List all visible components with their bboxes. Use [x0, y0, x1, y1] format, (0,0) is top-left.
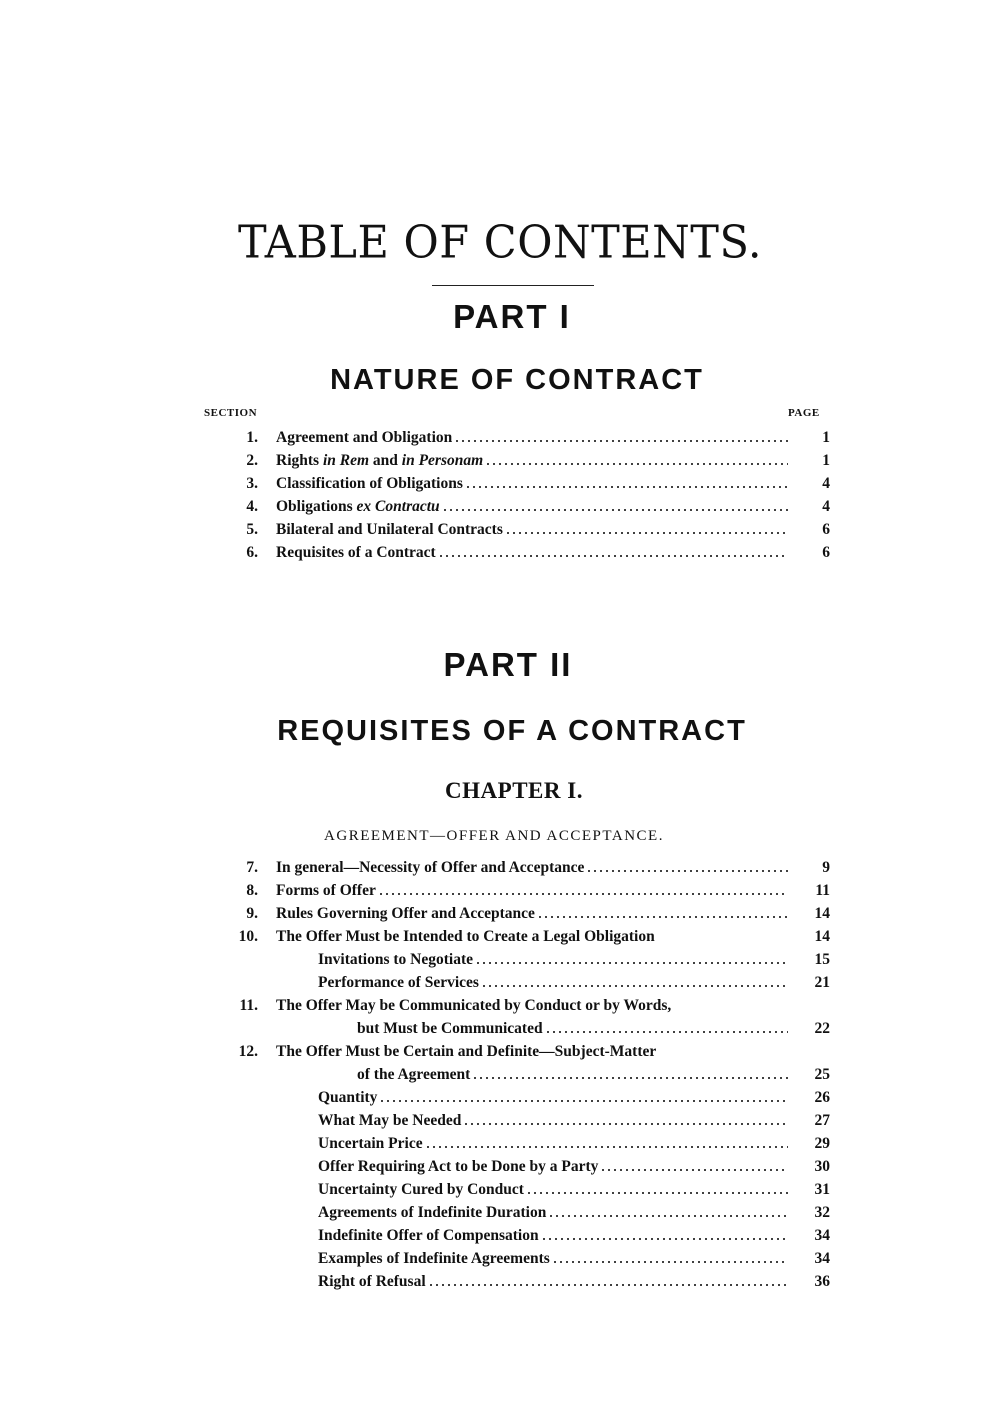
entry-title-text: Agreement and Obligation: [276, 428, 453, 446]
entry-title-text: but Must be Communicated: [357, 1019, 543, 1037]
page-title: TABLE OF CONTENTS.: [237, 216, 763, 270]
entry-title: [258, 1273, 794, 1291]
entry-title-text: Offer Requiring Act to be Done by a Party: [318, 1157, 599, 1175]
dot-leader: [526, 1191, 788, 1195]
dot-leader: [537, 915, 788, 919]
entry-title: [258, 1043, 794, 1061]
entry-title-text: Examples of Indefinite Agreements: [318, 1249, 550, 1267]
toc-entry: [200, 1040, 830, 1063]
dot-leader: [475, 961, 788, 965]
toc-entry: [200, 495, 830, 518]
entry-title-text: in Rem: [322, 451, 370, 469]
toc-entry: [200, 426, 830, 449]
entry-title-text: Invitations to Negotiate: [318, 950, 473, 968]
entry-title: [258, 1135, 794, 1153]
toc-entry: [200, 948, 830, 971]
part-2-label: PART II: [443, 646, 573, 683]
entry-title-text: Rights: [276, 451, 323, 469]
entry-title-text: Requisites of a Contract: [276, 543, 436, 561]
dot-leader: [485, 462, 788, 466]
page-number: 22: [814, 1019, 830, 1037]
entry-title: [258, 1112, 794, 1130]
page-number: 21: [814, 973, 830, 991]
section-number: 7.: [246, 858, 258, 876]
page-number: 32: [814, 1203, 830, 1221]
page-number: 1: [822, 451, 830, 469]
page-number: 14: [814, 904, 830, 922]
entry-title-text: In general—Necessity of Offer and Acceptance: [276, 858, 585, 876]
section-number: 6.: [246, 543, 258, 561]
entry-title: [258, 1020, 794, 1038]
dot-leader: [505, 531, 788, 535]
toc-entry: [200, 1178, 830, 1201]
entry-title-text: Rules Governing Offer and Acceptance: [276, 904, 535, 922]
dot-leader: [378, 892, 788, 896]
dot-leader: [454, 439, 788, 443]
toc-entry: [200, 856, 830, 879]
toc-entry: [200, 1086, 830, 1109]
page-number: 27: [814, 1111, 830, 1129]
part-1-heading: NATURE OF CONTRACT: [330, 364, 704, 396]
entry-title-text: Bilateral and Unilateral Contracts: [276, 520, 503, 538]
dot-leader: [463, 1122, 788, 1126]
entry-title-text: and: [369, 451, 402, 469]
page-number: 9: [822, 858, 830, 876]
toc-entry: [200, 449, 830, 472]
entry-title: [258, 1158, 794, 1176]
dot-leader: [541, 1237, 788, 1241]
entry-title-text: Indefinite Offer of Compensation: [318, 1226, 539, 1244]
entry-title-text: What May be Needed: [318, 1111, 462, 1129]
entry-title-text: Obligations: [276, 497, 357, 515]
toc-entry: [200, 1132, 830, 1155]
entry-title: [258, 1066, 794, 1084]
entry-title: [258, 475, 794, 493]
entry-title: [258, 951, 794, 969]
toc-entry: [200, 994, 830, 1017]
entry-title-text: Performance of Services: [318, 973, 479, 991]
page-number: 30: [814, 1157, 830, 1175]
dot-leader: [600, 1168, 788, 1172]
entry-title-text: of the Agreement: [357, 1065, 471, 1083]
page-number: 15: [814, 950, 830, 968]
toc-entry: [200, 1155, 830, 1178]
section-number: 2.: [246, 451, 258, 469]
page-number: 4: [822, 474, 830, 492]
entry-title-text: in Personam: [401, 451, 484, 469]
page-number: 25: [814, 1065, 830, 1083]
entry-title-text: Uncertainty Cured by Conduct: [318, 1180, 524, 1198]
entry-title: [258, 974, 794, 992]
toc-entry: [200, 971, 830, 994]
entry-title-text: Agreements of Indefinite Duration: [318, 1203, 547, 1221]
dot-leader: [438, 554, 788, 558]
part-1-label: PART I: [453, 298, 571, 335]
dot-leader: [472, 1076, 788, 1080]
entry-title-text: Quantity: [318, 1088, 378, 1106]
dot-leader: [552, 1260, 788, 1264]
part-2-contents-list: [200, 856, 830, 1293]
section-number: 1.: [246, 428, 258, 446]
section-number: 11.: [239, 996, 258, 1014]
toc-entry: [200, 925, 830, 948]
title-divider: [432, 285, 594, 286]
toc-entry: [200, 1270, 830, 1293]
toc-entry: [200, 879, 830, 902]
entry-title-text: Uncertain Price: [318, 1134, 423, 1152]
toc-entry: [200, 902, 830, 925]
entry-title: [258, 521, 794, 539]
entry-title: [258, 882, 794, 900]
entry-title-text: Right of Refusal: [318, 1272, 426, 1290]
toc-entry: [200, 1201, 830, 1224]
section-number: 9.: [246, 904, 258, 922]
dot-leader: [545, 1030, 788, 1034]
entry-title: [258, 452, 794, 470]
page-number: 1: [822, 428, 830, 446]
page-number: 29: [814, 1134, 830, 1152]
dot-leader: [586, 869, 788, 873]
toc-entry: [200, 1247, 830, 1270]
page-number: 34: [814, 1249, 830, 1267]
dot-leader: [481, 984, 788, 988]
page-number: 6: [822, 520, 830, 538]
section-number: 12.: [238, 1042, 258, 1060]
chapter-title: AGREEMENT—OFFER AND ACCEPTANCE.: [324, 828, 664, 844]
entry-title-text: ex Contractu: [356, 497, 440, 515]
page-number: 4: [822, 497, 830, 515]
entry-title-text: The Offer Must be Certain and Definite—Subject-Matter: [276, 1042, 657, 1060]
entry-title: [258, 928, 794, 946]
page-number: 26: [814, 1088, 830, 1106]
section-number: 5.: [246, 520, 258, 538]
section-number: 8.: [246, 881, 258, 899]
part-1-contents-list: [200, 426, 830, 564]
page-number: 34: [814, 1226, 830, 1244]
entry-title: [258, 1089, 794, 1107]
dot-leader: [425, 1145, 788, 1149]
chapter-label: CHAPTER I.: [445, 778, 583, 803]
page-number: 6: [822, 543, 830, 561]
entry-title: [258, 905, 794, 923]
entry-title: [258, 1227, 794, 1245]
page-number: 36: [814, 1272, 830, 1290]
entry-title: [258, 997, 794, 1015]
page-column-header: PAGE: [788, 407, 820, 419]
part-2-heading: REQUISITES OF A CONTRACT: [277, 715, 747, 747]
entry-title: [258, 859, 794, 877]
entry-title-text: The Offer May be Communicated by Conduct or by Words,: [276, 996, 672, 1014]
toc-entry: [200, 1017, 830, 1040]
entry-title: [258, 1250, 794, 1268]
dot-leader: [442, 508, 788, 512]
entry-title: [258, 1181, 794, 1199]
page-number: 31: [814, 1180, 830, 1198]
section-number: 10.: [238, 927, 258, 945]
entry-title: [258, 429, 794, 447]
dot-leader: [548, 1214, 788, 1218]
entry-title: [258, 498, 794, 516]
entry-title-text: The Offer Must be Intended to Create a Legal Obligation: [276, 927, 655, 945]
page-number: 11: [815, 881, 830, 899]
toc-entry: [200, 1224, 830, 1247]
toc-entry: [200, 518, 830, 541]
section-column-header: SECTION: [204, 407, 258, 419]
section-number: 4.: [246, 497, 258, 515]
dot-leader: [465, 485, 788, 489]
toc-entry: [200, 1063, 830, 1086]
entry-title: [258, 544, 794, 562]
section-number: 3.: [246, 474, 258, 492]
dot-leader: [428, 1283, 788, 1287]
page-number: 14: [814, 927, 830, 945]
entry-title-text: Forms of Offer: [276, 881, 376, 899]
toc-entry: [200, 541, 830, 564]
entry-title: [258, 1204, 794, 1222]
toc-entry: [200, 1109, 830, 1132]
entry-title-text: Classification of Obligations: [276, 474, 463, 492]
toc-entry: [200, 472, 830, 495]
dot-leader: [379, 1099, 788, 1103]
